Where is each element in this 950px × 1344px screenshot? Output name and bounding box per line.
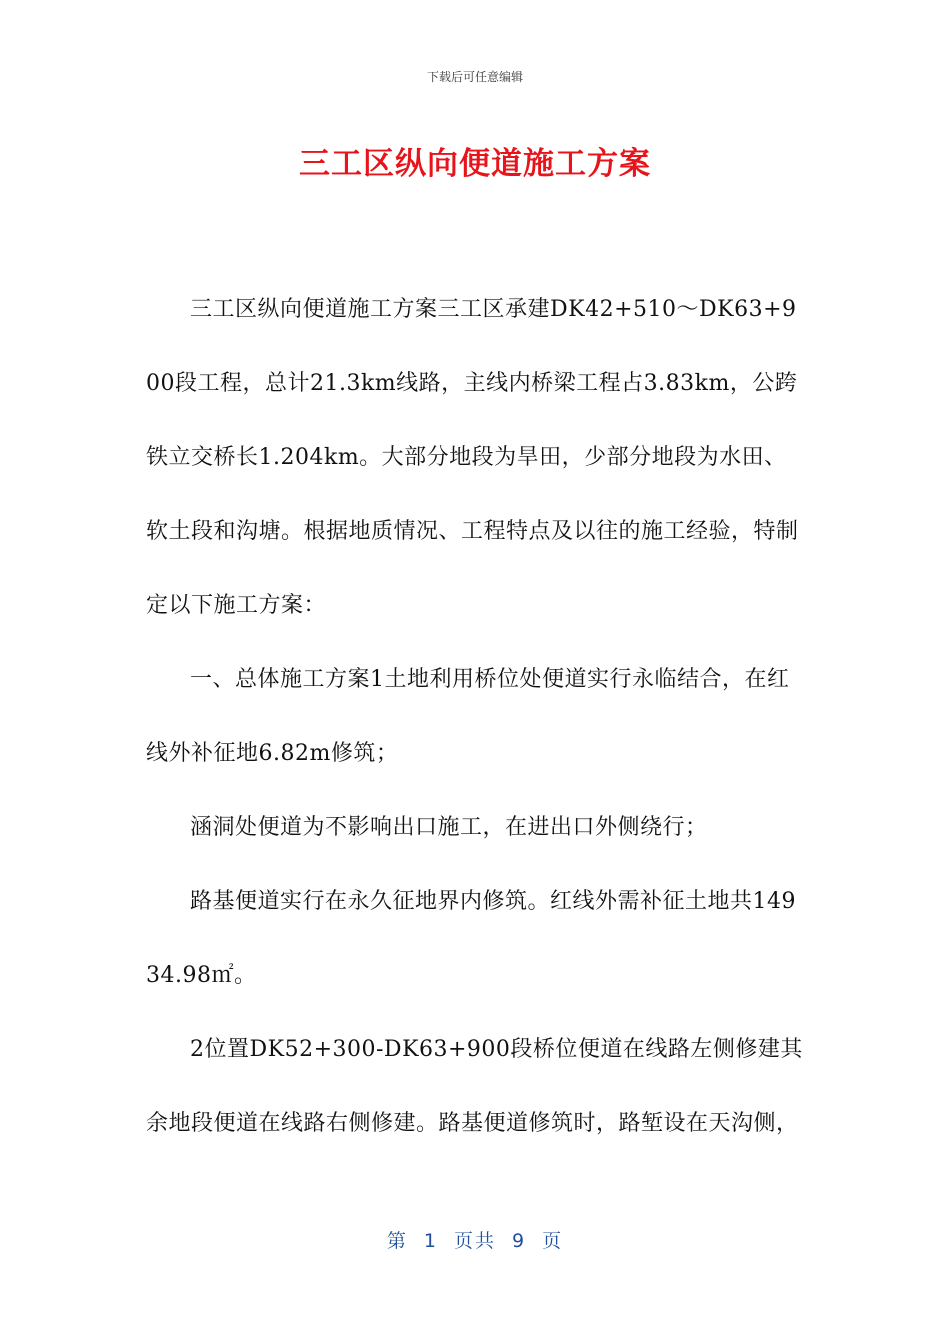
paragraph-2: 一、总体施工方案1土地利用桥位处便道实行永临结合，在红线外补征地6.82m修筑； [146, 667, 790, 766]
page-footer: 第 1 页共 9 页 [386, 1230, 564, 1252]
paragraph-3: 涵洞处便道为不影响出口施工，在进出口外侧绕行； [190, 815, 708, 840]
page-header: 下载后可任意编辑 [426, 70, 523, 84]
paragraph-1: 三工区纵向便道施工方案三工区承建DK42+510～DK63+900段工程，总计21.3km线路，主线内桥梁工程占3.83km，公跨铁立交桥长1.204km。大部分地段为旱田，少部分地段为水田、软土段和沟塘。根据地质情况、工程特点及以往的施工经验，特制定以下施工方案： [146, 297, 799, 618]
paragraph-4: 路基便道实行在永久征地界内修筑。红线外需补征土地共14934.98㎡。 [146, 889, 796, 988]
document-body [146, 273, 808, 1161]
document-title: 三工区纵向便道施工方案 [299, 146, 651, 182]
paragraph-5: 2位置DK52+300-DK63+900段桥位便道在线路左侧修建其余地段便道在线路右侧修建。路基便道修筑时，路堑设在天沟侧， [146, 1037, 803, 1136]
